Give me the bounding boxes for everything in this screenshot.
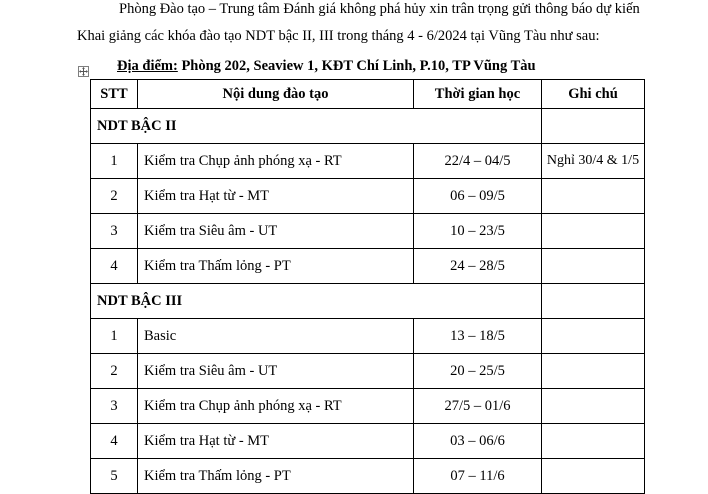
cell-note — [542, 354, 645, 389]
intro-line-1: Phòng Đào tạo – Trung tâm Đánh giá không phá hủy xin trân trọng gửi thông báo dự kiến — [119, 1, 640, 17]
section-row — [91, 109, 645, 144]
table-header-row — [91, 80, 645, 109]
cell-content: Basic — [138, 319, 414, 354]
cell-content: Kiểm tra Siêu âm - UT — [138, 214, 414, 249]
section-title: NDT BẬC III — [91, 284, 542, 319]
header-content: Nội dung đào tạo — [138, 80, 414, 109]
cell-content: Kiểm tra Chụp ảnh phóng xạ - RT — [138, 144, 414, 179]
table-row — [91, 249, 645, 284]
section-row — [91, 284, 645, 319]
table-row — [91, 214, 645, 249]
cell-note: Nghỉ 30/4 & 1/5 — [542, 144, 645, 179]
table-row — [91, 459, 645, 494]
cell-note — [542, 389, 645, 424]
header-stt: STT — [91, 80, 138, 109]
cell-note — [542, 424, 645, 459]
cell-stt: 2 — [91, 354, 138, 389]
cell-note — [542, 249, 645, 284]
header-time: Thời gian học — [414, 80, 542, 109]
cell-content: Kiểm tra Chụp ảnh phóng xạ - RT — [138, 389, 414, 424]
section-note-cell — [542, 284, 645, 319]
cell-note — [542, 179, 645, 214]
cell-note — [542, 459, 645, 494]
section-note-cell — [542, 109, 645, 144]
table-row — [91, 424, 645, 459]
location-value: Phòng 202, Seaview 1, KĐT Chí Linh, P.10, TP Vũng Tàu — [177, 58, 536, 74]
cell-stt: 3 — [91, 389, 138, 424]
cell-stt: 4 — [91, 424, 138, 459]
table-row — [91, 354, 645, 389]
location-label: Địa điểm: — [117, 58, 178, 74]
cell-stt: 2 — [91, 179, 138, 214]
cell-time: 13 – 18/5 — [414, 319, 542, 354]
table-row — [91, 389, 645, 424]
cell-time: 03 – 06/6 — [414, 424, 542, 459]
cell-time: 22/4 – 04/5 — [414, 144, 542, 179]
table-row — [91, 319, 645, 354]
cell-content: Kiểm tra Hạt từ - MT — [138, 179, 414, 214]
cell-stt: 1 — [91, 319, 138, 354]
table-move-handle-icon[interactable] — [78, 66, 89, 77]
table-row — [91, 144, 645, 179]
cell-note — [542, 214, 645, 249]
cell-content: Kiểm tra Thấm lỏng - PT — [138, 249, 414, 284]
section-title: NDT BẬC II — [91, 109, 542, 144]
cell-content: Kiểm tra Siêu âm - UT — [138, 354, 414, 389]
cell-time: 20 – 25/5 — [414, 354, 542, 389]
header-note: Ghi chú — [542, 80, 645, 109]
cell-time: 10 – 23/5 — [414, 214, 542, 249]
cell-content: Kiểm tra Hạt từ - MT — [138, 424, 414, 459]
cell-content: Kiểm tra Thấm lỏng - PT — [138, 459, 414, 494]
cell-time: 06 – 09/5 — [414, 179, 542, 214]
course-schedule-table — [90, 79, 645, 494]
location-line — [117, 57, 536, 75]
cell-stt: 1 — [91, 144, 138, 179]
cell-stt: 5 — [91, 459, 138, 494]
cell-time: 27/5 – 01/6 — [414, 389, 542, 424]
cell-note — [542, 319, 645, 354]
cell-stt: 4 — [91, 249, 138, 284]
cell-stt: 3 — [91, 214, 138, 249]
cell-time: 07 – 11/6 — [414, 459, 542, 494]
table-row — [91, 179, 645, 214]
cell-time: 24 – 28/5 — [414, 249, 542, 284]
intro-line-2: Khai giảng các khóa đào tạo NDT bậc II, III trong tháng 4 - 6/2024 tại Vũng Tàu như sau: — [77, 28, 600, 44]
